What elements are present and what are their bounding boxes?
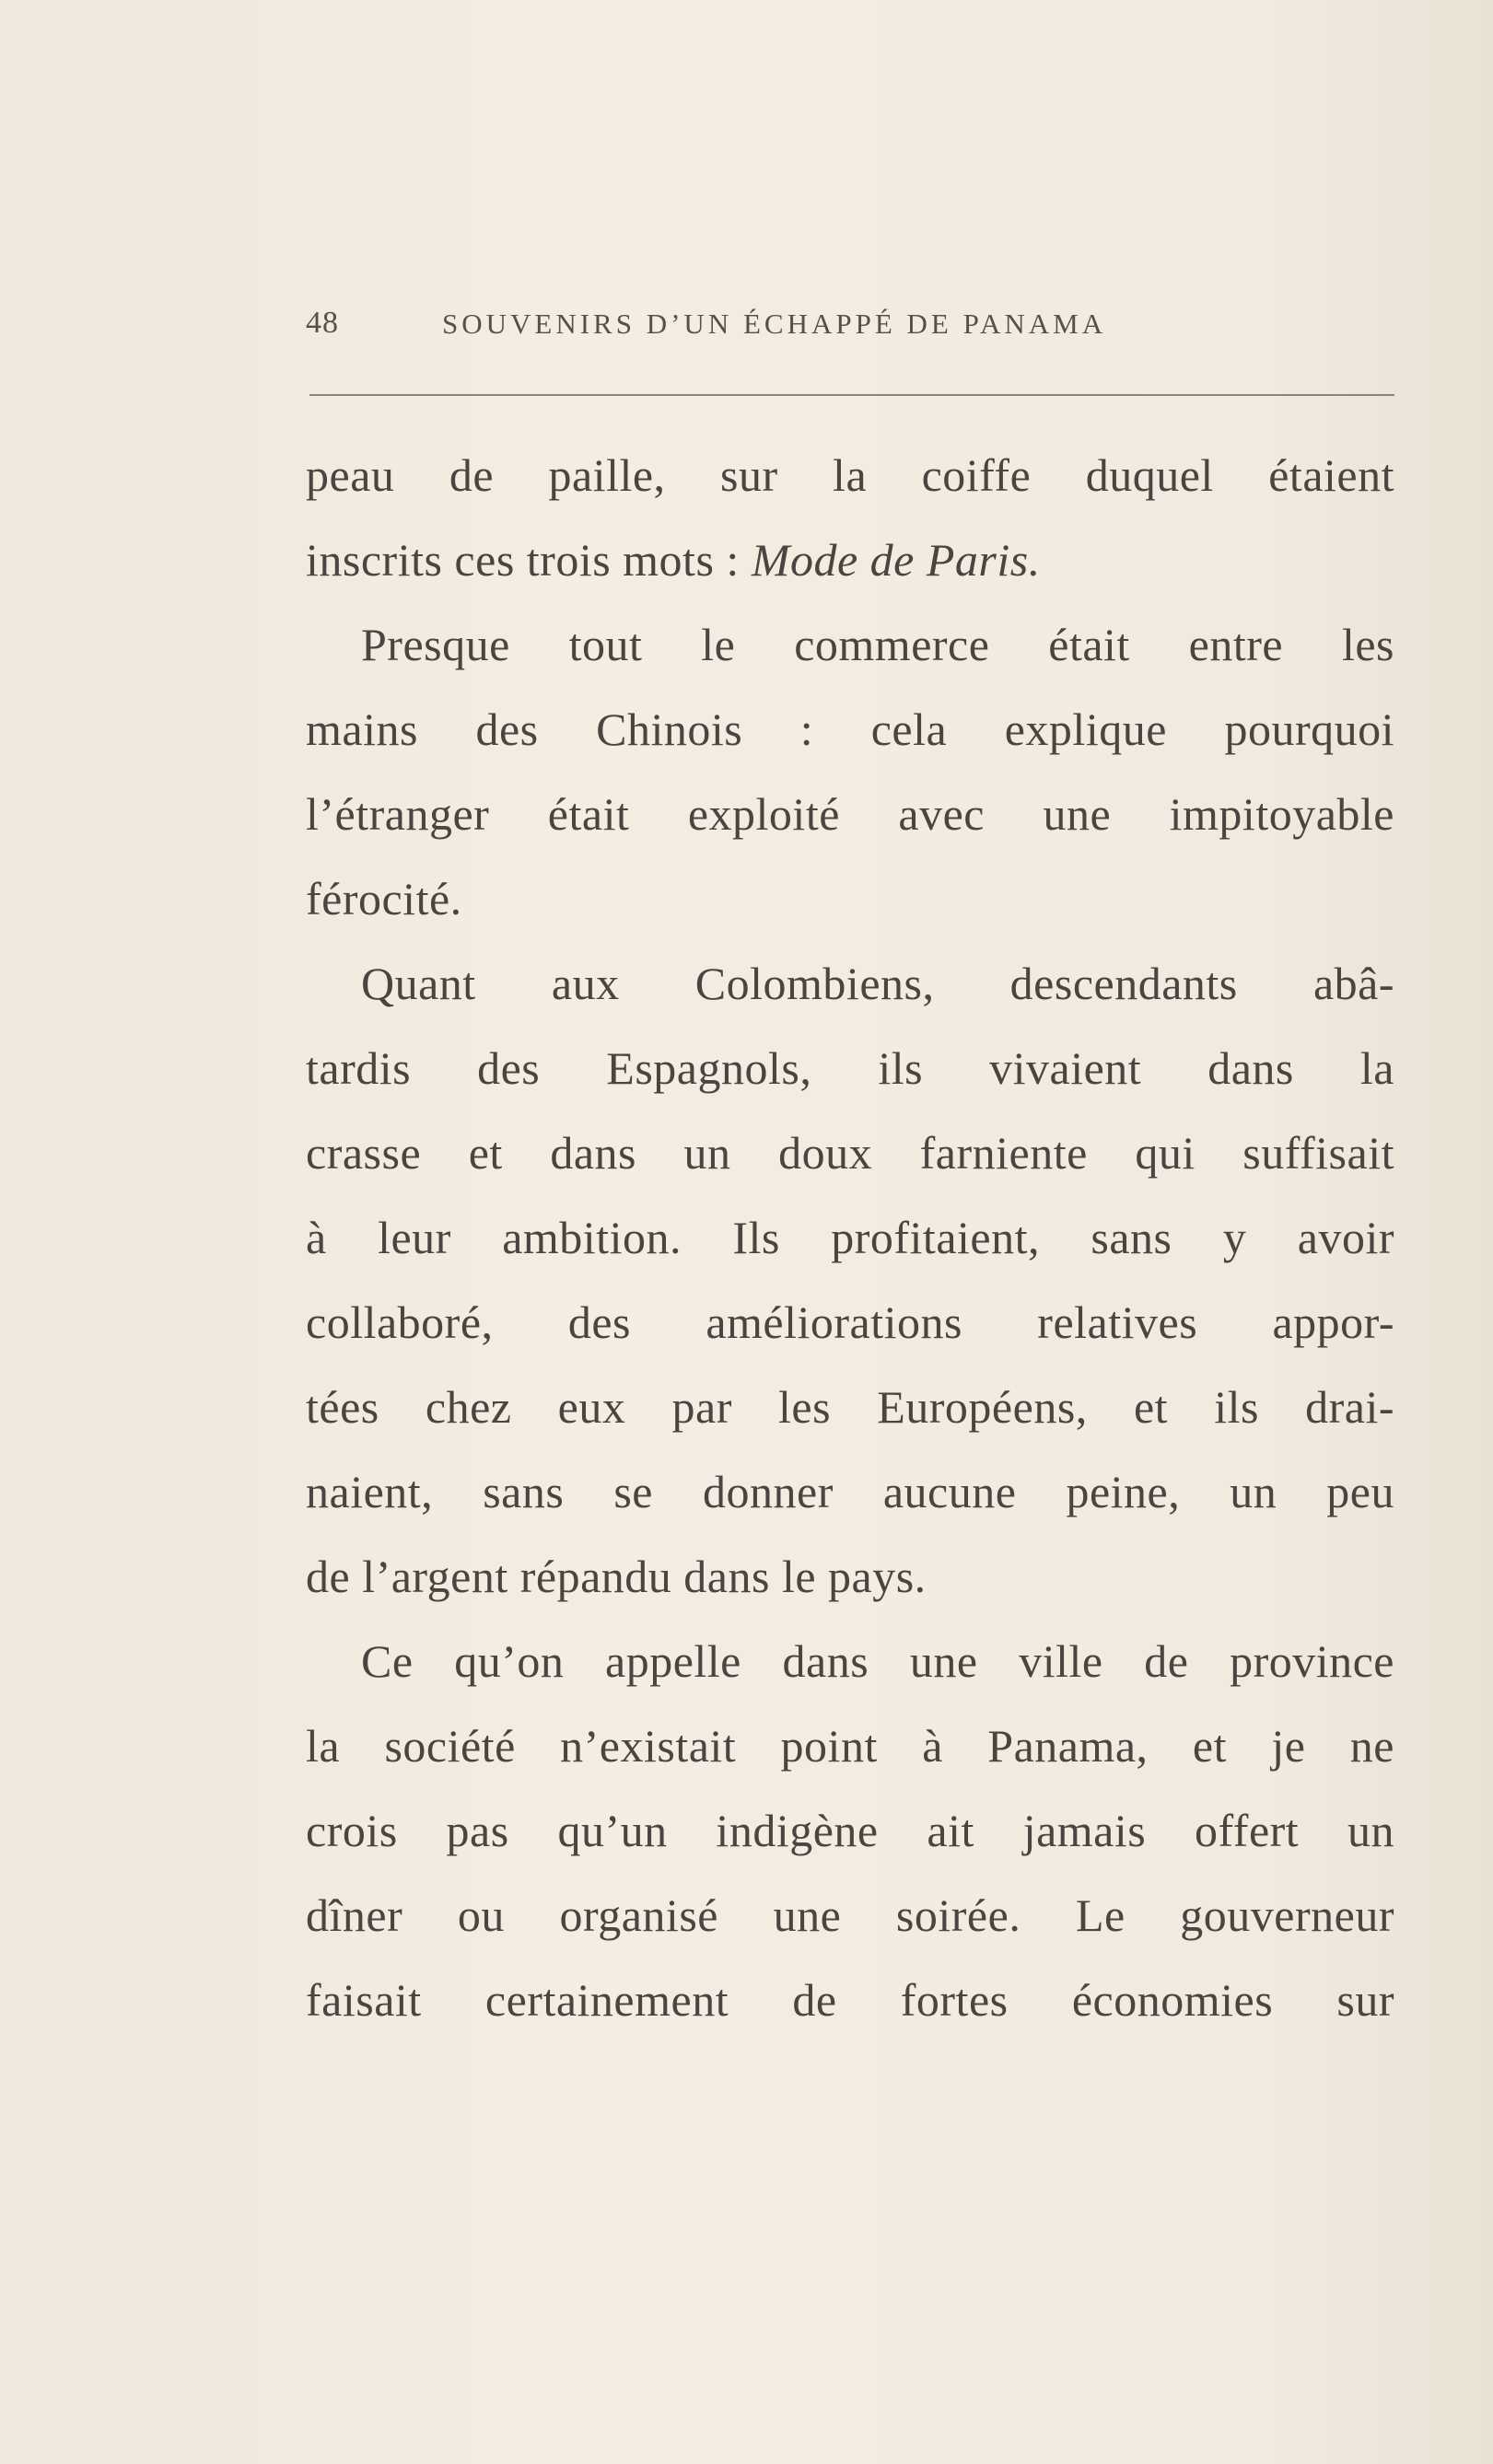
running-head xyxy=(306,306,1393,357)
text-line: de l’argent répandu dans le pays. xyxy=(306,1551,927,1602)
italic-phrase: Mode de Paris. xyxy=(751,534,1041,586)
text-line: mains des Chinois : cela explique pourquoi xyxy=(306,703,1394,755)
text-line: férocité. xyxy=(306,873,462,924)
text-line: peau de paille, sur la coiffe duquel étaient xyxy=(306,449,1394,501)
text-line: à leur ambition. Ils profitaient, sans y avoir xyxy=(306,1212,1394,1263)
text-line: la société n’existait point à Panama, et je ne xyxy=(306,1720,1394,1772)
header-rule xyxy=(309,394,1394,396)
book-title: SOUVENIRS D’UN ÉCHAPPÉ DE PANAMA xyxy=(442,308,1107,340)
text-line: collaboré, des améliorations relatives appor- xyxy=(306,1296,1394,1348)
text-line: Quant aux Colombiens, descendants abâ- xyxy=(361,958,1394,1009)
text-line: tées chez eux par les Européens, et ils drai- xyxy=(306,1381,1394,1433)
text-line: l’étranger était exploité avec une impitoyable xyxy=(306,788,1394,840)
text-line: crois pas qu’un indigène ait jamais offert un xyxy=(306,1805,1394,1856)
text-line: crasse et dans un doux farniente qui suffisait xyxy=(306,1127,1394,1179)
page-number: 48 xyxy=(306,306,339,340)
text-line: Presque tout le commerce était entre les xyxy=(361,619,1394,670)
text-line: faisait certainement de fortes économies sur xyxy=(306,1974,1394,2026)
text-line xyxy=(306,517,1394,602)
text-line: naient, sans se donner aucune peine, un peu xyxy=(306,1466,1394,1517)
text-line: tardis des Espagnols, ils vivaient dans la xyxy=(306,1042,1394,1094)
body-text xyxy=(306,433,1394,2042)
text-segment: inscrits ces trois mots : xyxy=(306,534,740,586)
text-line: Ce qu’on appelle dans une ville de province xyxy=(361,1635,1394,1687)
text-line: dîner ou organisé une soirée. Le gouverneur xyxy=(306,1889,1394,1941)
